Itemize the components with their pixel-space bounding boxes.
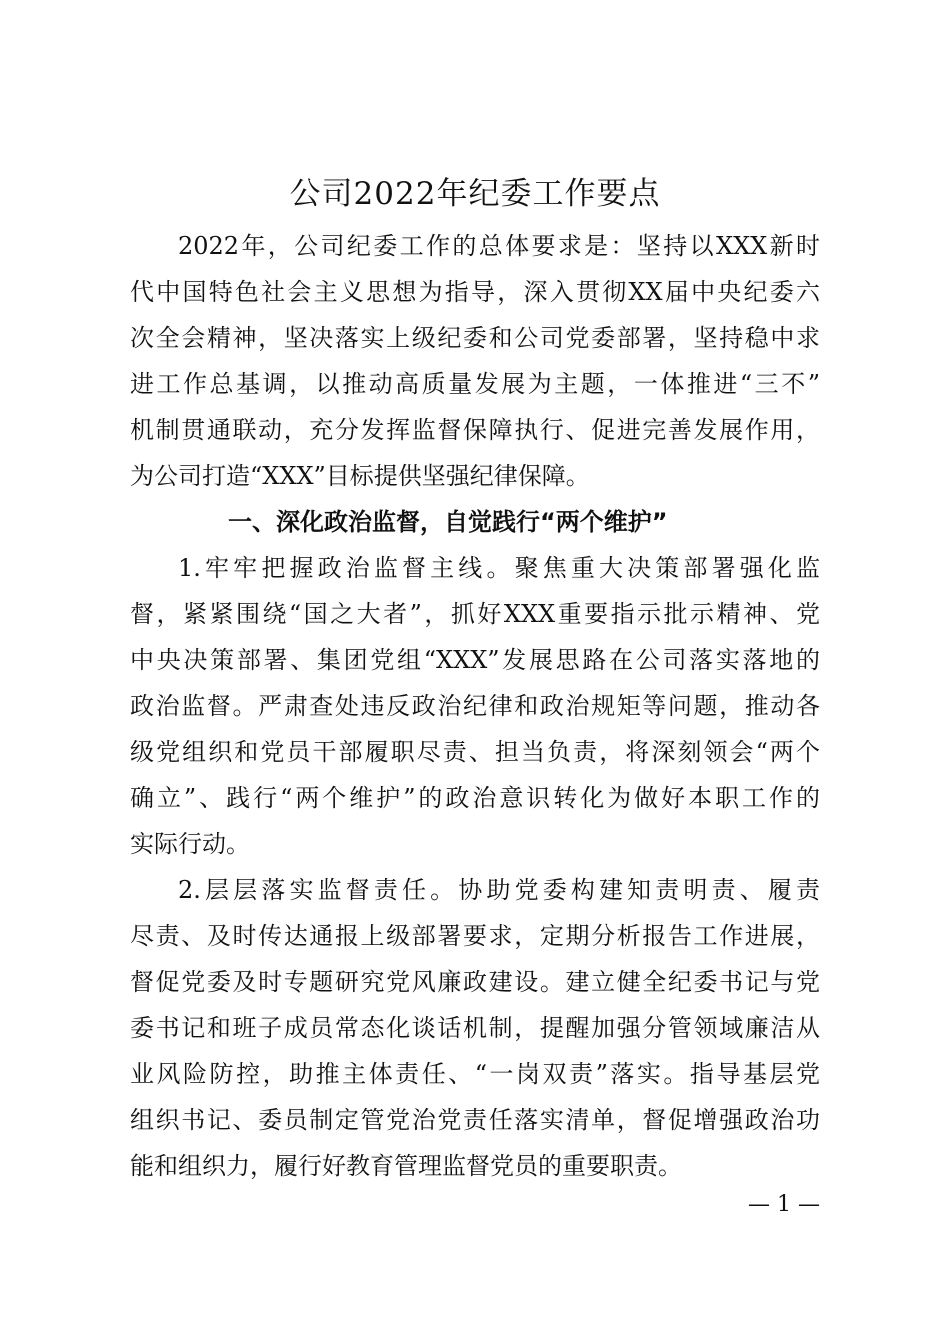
item2-line-2: 尽责、及时传达通报上级部署要求，定期分析报告工作进展， xyxy=(130,922,820,950)
item2-line-6: 组织书记、委员制定管党治党责任落实清单，督促增强政治功 xyxy=(130,1106,820,1134)
item2-line-5: 业风险防控，助推主体责任、“一岗双责”落实。指导基层党 xyxy=(130,1060,820,1088)
item2-line-1: 2.层层落实监督责任。协助党委构建知责明责、履责 xyxy=(178,876,820,904)
item1-line-3: 中央决策部署、集团党组“XXX”发展思路在公司落实落地的 xyxy=(130,646,820,674)
item1-line-1: 1.牢牢把握政治监督主线。聚焦重大决策部署强化监 xyxy=(178,554,820,582)
item1-line-2: 督，紧紧围绕“国之大者”，抓好XXX重要指示批示精神、党 xyxy=(130,600,820,628)
section-heading-1: 一、深化政治监督，自觉践行“两个维护” xyxy=(228,508,668,536)
page-number: — 1 — xyxy=(748,1192,820,1217)
item1-line-4: 政治监督。严肃查处违反政治纪律和政治规矩等问题，推动各 xyxy=(130,692,820,720)
intro-line-5: 机制贯通联动，充分发挥监督保障执行、促进完善发展作用， xyxy=(130,416,820,444)
intro-line-3: 次全会精神，坚决落实上级纪委和公司党委部署，坚持稳中求 xyxy=(130,324,820,352)
intro-line-1: 2022年，公司纪委工作的总体要求是：坚持以XXX新时 xyxy=(178,232,820,260)
intro-line-6: 为公司打造“XXX”目标提供坚强纪律保障。 xyxy=(130,462,590,490)
intro-line-4: 进工作总基调，以推动高质量发展为主题，一体推进“三不” xyxy=(130,370,820,398)
item2-line-7: 能和组织力，履行好教育管理监督党员的重要职责。 xyxy=(130,1152,682,1180)
item2-line-4: 委书记和班子成员常态化谈话机制，提醒加强分管领域廉洁从 xyxy=(130,1014,820,1042)
document-title: 公司2022年纪委工作要点 xyxy=(289,176,661,212)
item1-line-5: 级党组织和党员干部履职尽责、担当负责，将深刻领会“两个 xyxy=(130,738,820,766)
item2-line-3: 督促党委及时专题研究党风廉政建设。建立健全纪委书记与党 xyxy=(130,968,820,996)
item1-line-6: 确立”、践行“两个维护”的政治意识转化为做好本职工作的 xyxy=(130,784,820,812)
item1-line-7: 实际行动。 xyxy=(130,830,250,858)
intro-line-2: 代中国特色社会主义思想为指导，深入贯彻XX届中央纪委六 xyxy=(130,278,820,306)
